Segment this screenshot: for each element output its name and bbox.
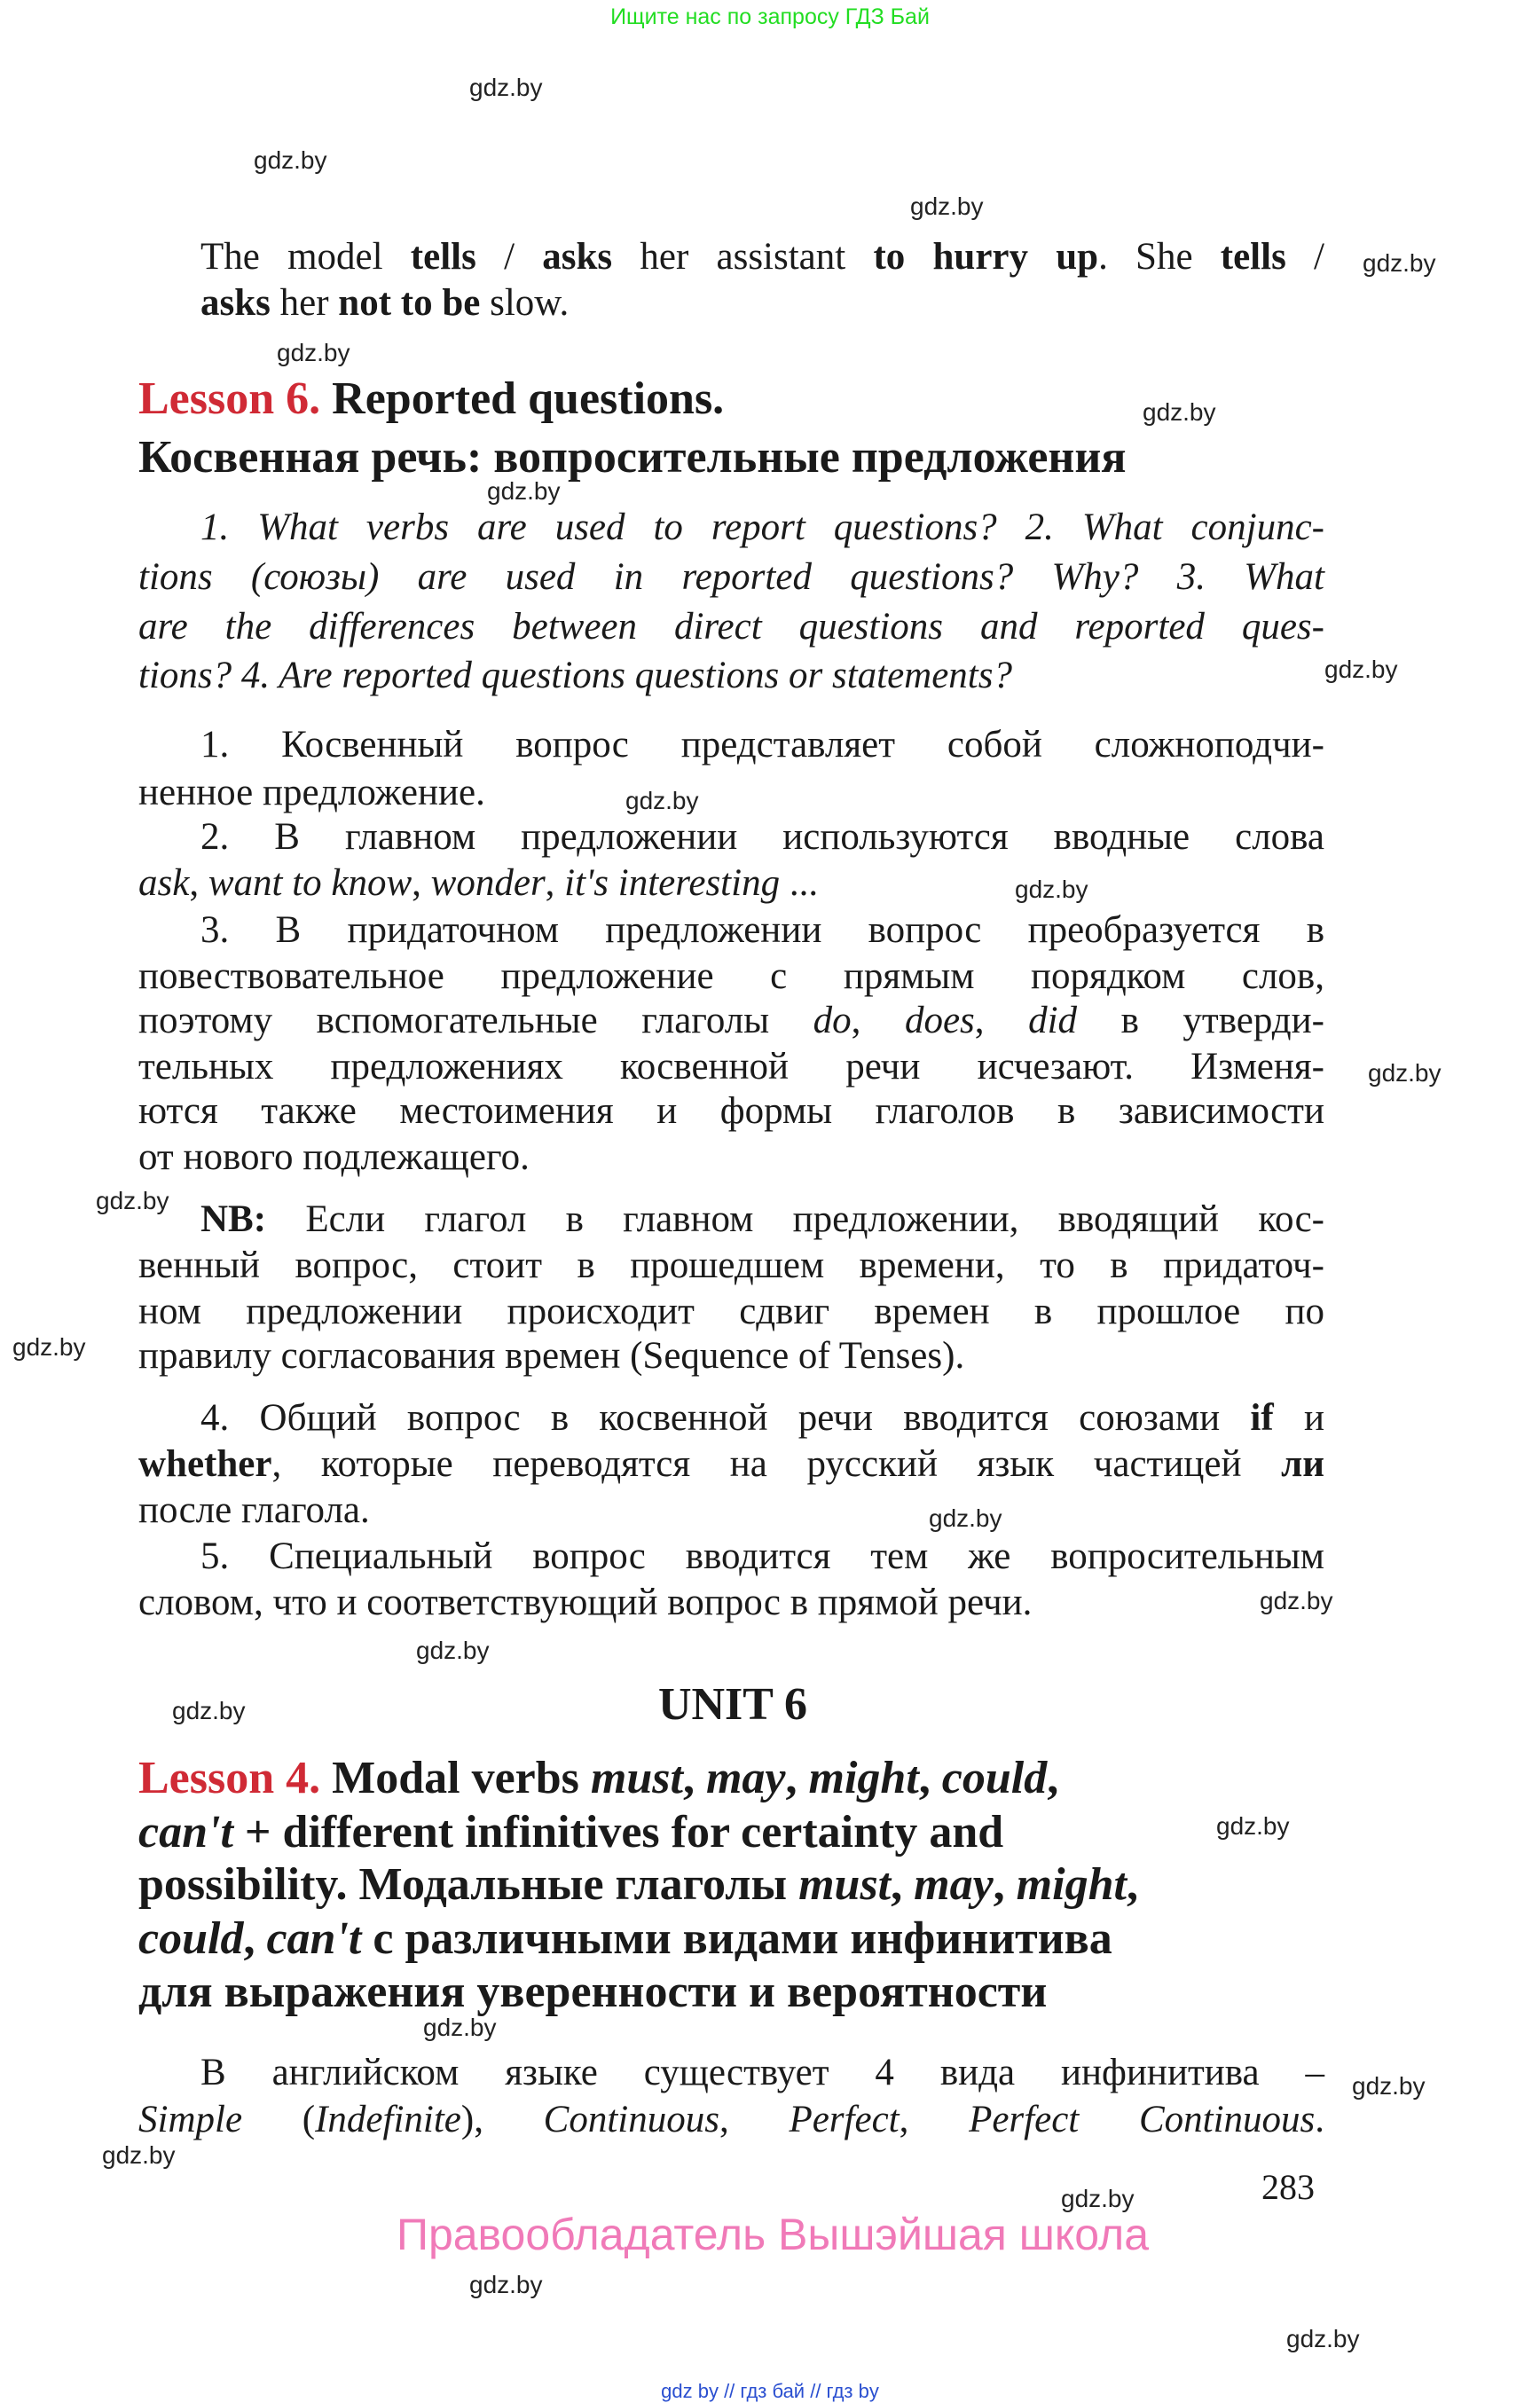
text-segment: could [138,1913,244,1964]
text-line [138,1583,1032,1622]
text-line [200,1399,1324,1438]
text-segment: Simple [138,2099,243,2140]
text-segment: 1. Косвенный вопрос представляет собой сложноподчи- [200,724,1324,766]
text-segment: , [189,862,208,904]
text-line [138,608,1324,647]
text-segment: are the differences between direct questions and reported ques- [138,606,1324,648]
text-line [138,1337,964,1376]
text-segment: ли [1281,1443,1324,1485]
text-segment: , [1047,1753,1059,1803]
lesson-label: Lesson 4. [138,1753,321,1803]
text-line [138,1138,530,1177]
text-segment: tions? 4. Are reported questions questions or statements? [138,655,1012,696]
text-segment: could [941,1753,1048,1803]
watermark: gdz.by [469,2271,543,2298]
text-segment: словом, что и соответствующий вопрос в прямой речи. [138,1582,1033,1623]
text-line [200,2054,1324,2093]
text-segment: her [270,282,339,324]
watermark: gdz.by [172,1697,246,1724]
heading-line [138,1753,1059,1803]
text-segment: поэтому вспомогательные глаголы [138,1000,813,1041]
text-segment: possibility. Модальные глаголы [138,1859,799,1910]
watermark: gdz.by [1061,2185,1135,2212]
text-segment: Perfect [789,2099,900,2140]
text-segment: NB: [200,1198,267,1240]
text-segment: asks [200,282,271,324]
text-line [200,911,1324,950]
text-segment: asks [542,236,613,278]
watermark: gdz.by [1260,1587,1333,1614]
watermark: gdz.by [929,1504,1002,1532]
copyright-notice: Правообладатель Вышэйшая школа [397,2210,1149,2259]
text-line [138,1092,1324,1131]
text-segment: / [475,236,543,278]
watermark: gdz.by [1324,656,1398,683]
text-segment: it's interesting [564,862,781,904]
text-segment: tells [410,236,476,278]
text-line [138,1445,1324,1484]
text-segment: 5. Специальный вопрос вводится тем же вопросительным [200,1535,1324,1577]
watermark: gdz.by [102,2141,176,2169]
text-line [200,238,1324,277]
text-segment: Reported questions. [320,373,725,424]
text-segment: 1. What verbs are used to report questions? 2. What conjunc- [200,507,1324,548]
text-segment: и [1273,1397,1324,1439]
text-segment: , [719,2099,790,2140]
text-line [138,1048,1324,1087]
watermark: gdz.by [625,787,699,814]
text-line [200,1537,1324,1576]
watermark: gdz.by [1352,2072,1426,2100]
text-segment: do [813,1000,852,1041]
text-line [138,558,1324,597]
text-segment: might [1016,1859,1127,1910]
text-line [138,1001,1324,1041]
text-segment: , [974,1000,1029,1041]
watermark: gdz.by [1286,2325,1360,2352]
watermark: gdz.by [416,1637,490,1664]
text-line [138,957,1324,996]
text-segment: , [412,862,431,904]
text-line [200,818,1324,857]
text-segment: ненное предложение. [138,772,485,813]
heading-line [138,1859,1138,1910]
text-segment: . She [1098,236,1221,278]
heading-line [0,1679,1465,1730]
text-segment: can't [266,1913,362,1964]
text-segment: после глагола. [138,1489,370,1531]
text-segment: can't [138,1807,233,1857]
text-segment: , [851,1000,905,1041]
text-segment: did [1028,1000,1078,1041]
text-segment: ются также местоимения и формы глаголов в зависимости [138,1090,1324,1132]
text-segment: if [1250,1397,1274,1439]
watermark: gdz.by [12,1333,86,1361]
text-segment: must [590,1753,683,1803]
text-segment: want to know [208,862,412,904]
text-segment: slow. [480,282,570,324]
text-segment: , [785,1753,809,1803]
text-segment: tions (союзы) are used in reported questions? Why? 3. What [138,556,1324,598]
text-segment: В английском языке существует 4 вида инфинитива – [200,2052,1324,2093]
watermark: gdz.by [1143,398,1216,426]
text-line [138,864,818,903]
text-segment: в утверди- [1077,1000,1325,1041]
text-line [138,656,1012,695]
text-segment: / [1285,236,1325,278]
text-segment: tells [1220,236,1286,278]
text-segment: 3. В придаточном предложении вопрос преобразуется в [200,909,1324,951]
text-segment: , [243,1913,267,1964]
text-segment: ном предложении происходит сдвиг времен в прошлое по [138,1291,1324,1332]
text-segment: , [1126,1859,1138,1910]
text-line [138,774,485,813]
watermark: gdz.by [1015,876,1088,903]
text-segment: Perfect Continuous [969,2099,1316,2140]
text-segment: her assistant [612,236,874,278]
text-line [200,284,569,323]
text-segment: may [914,1859,994,1910]
text-segment: might [808,1753,919,1803]
watermark: gdz.by [1363,249,1436,277]
heading-line [138,1913,1112,1964]
text-segment: , [993,1859,1017,1910]
watermark: gdz.by [423,2014,497,2041]
watermark: gdz.by [910,192,984,220]
text-segment: Indefinite [315,2099,461,2140]
text-segment: may [705,1753,786,1803]
heading-line [138,432,1127,483]
lesson-label: Lesson 6. [138,373,321,424]
text-line [200,726,1324,765]
text-segment: not to be [338,282,481,324]
text-segment: , [899,2099,970,2140]
text-segment: , которые переводятся на русский язык частицей [271,1443,1282,1485]
text-segment: does [904,1000,975,1041]
text-segment: Косвенная речь: вопросительные предложения [138,432,1127,483]
watermark: gdz.by [277,339,350,366]
watermark: gdz.by [254,146,327,174]
text-segment: Modal verbs [320,1753,591,1803]
text-segment: to hurry up [873,236,1099,278]
text-line [138,2101,1324,2140]
page-number: 283 [1261,2167,1315,2207]
text-line [138,1292,1324,1331]
text-segment: whether [138,1443,272,1485]
text-line [138,1491,370,1530]
text-segment: ), [460,2099,544,2140]
text-line [200,1200,1324,1239]
text-segment: для выражения уверенности и вероятности [138,1967,1048,2017]
watermark: gdz.by [96,1187,169,1214]
text-segment: с различными видами инфинитива [361,1913,1112,1964]
text-segment: + different infinitives for certainty and [232,1807,1004,1857]
text-segment: тельных предложениях косвенной речи исчезают. Изменя- [138,1046,1324,1088]
text-segment: правилу согласования времен (Sequence of Tenses). [138,1335,965,1377]
text-segment: must [798,1859,892,1910]
text-segment: wonder [430,862,546,904]
text-segment: от нового подлежащего. [138,1136,530,1178]
text-segment: , [545,862,565,904]
text-segment: UNIT 6 [657,1679,808,1730]
watermark: gdz.by [469,74,543,101]
text-segment: 2. В главном предложении используются вводные слова [200,816,1324,858]
text-segment: The model [200,236,411,278]
heading-line [138,1807,1004,1857]
text-segment: , [918,1753,942,1803]
text-segment: ( [242,2099,316,2140]
text-segment: венный вопрос, стоит в прошедшем времени, то в придаточ- [138,1245,1324,1286]
text-segment: ... [780,862,819,904]
text-segment: , [682,1753,706,1803]
heading-line [138,1967,1048,2017]
text-line [200,508,1324,547]
text-line [138,1246,1324,1285]
text-segment: . [1315,2099,1325,2140]
text-segment: повествовательное предложение с прямым порядком слов, [138,955,1324,997]
watermark: gdz.by [1216,1812,1290,1840]
text-segment: 4. Общий вопрос в косвенной речи вводится союзами [200,1397,1251,1439]
text-segment: , [891,1859,915,1910]
heading-line [138,373,725,424]
text-segment: ask [138,862,190,904]
watermark: gdz.by [1368,1059,1442,1087]
text-segment: Если глагол в главном предложении, вводящий кос- [266,1198,1324,1240]
watermark: gdz.by [487,477,561,505]
text-segment: Continuous [543,2099,719,2140]
search-banner[interactable]: Ищите нас по запросу ГДЗ Бай [610,4,930,29]
footer-links[interactable]: gdz by // гдз бай // гдз by [661,2380,879,2402]
